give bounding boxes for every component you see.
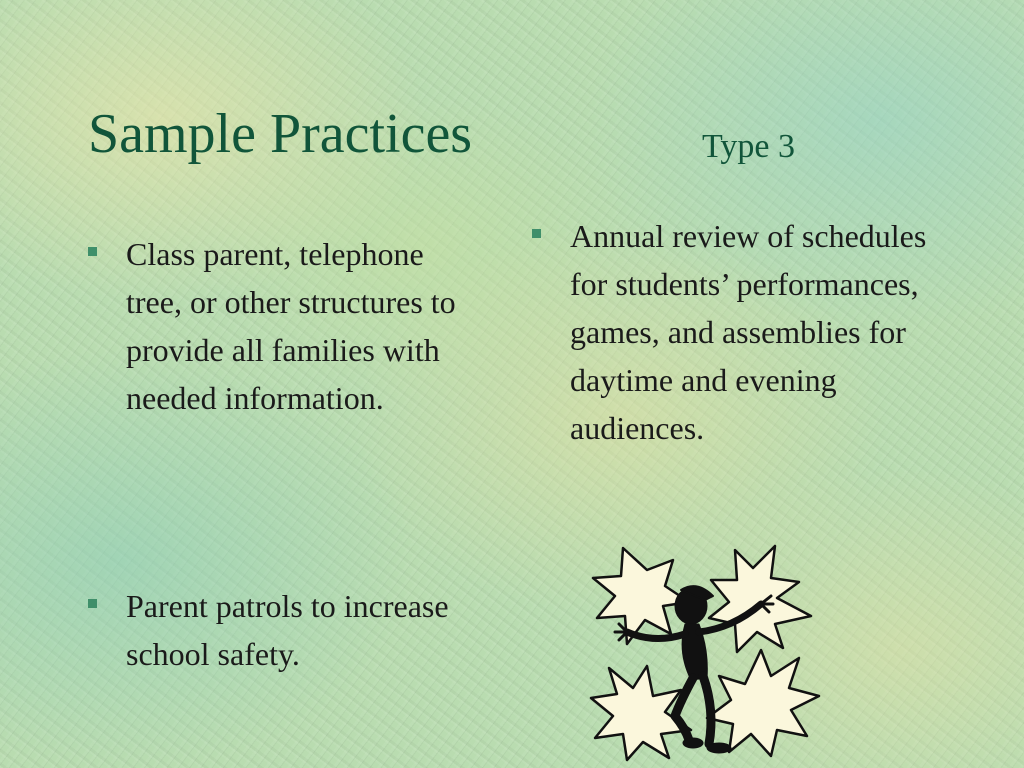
bullet-text: Annual review of schedules for students’ performances, games, and assemblies for daytime and evening audiences. bbox=[570, 218, 927, 446]
starburst-shape bbox=[707, 650, 819, 756]
type-label: Type 3 bbox=[702, 128, 795, 165]
bullet-item-parent-patrols bbox=[88, 582, 508, 678]
bullet-marker-icon bbox=[88, 599, 97, 608]
starburst-shape bbox=[709, 546, 811, 652]
bullet-text: Parent patrols to increase school safety. bbox=[126, 588, 449, 672]
bullet-item-class-parent bbox=[88, 230, 468, 422]
bullet-text: Class parent, telephone tree, or other structures to provide all families with needed information. bbox=[126, 236, 456, 416]
starburst-shape bbox=[593, 548, 689, 644]
dancing-figure-clipart bbox=[585, 540, 825, 762]
bullet-item-annual-review bbox=[532, 212, 952, 452]
bullet-marker-icon bbox=[532, 229, 541, 238]
bullet-marker-icon bbox=[88, 247, 97, 256]
slide-title: Sample Practices bbox=[88, 103, 473, 165]
dancing-figure-with-stars-icon bbox=[585, 540, 825, 762]
